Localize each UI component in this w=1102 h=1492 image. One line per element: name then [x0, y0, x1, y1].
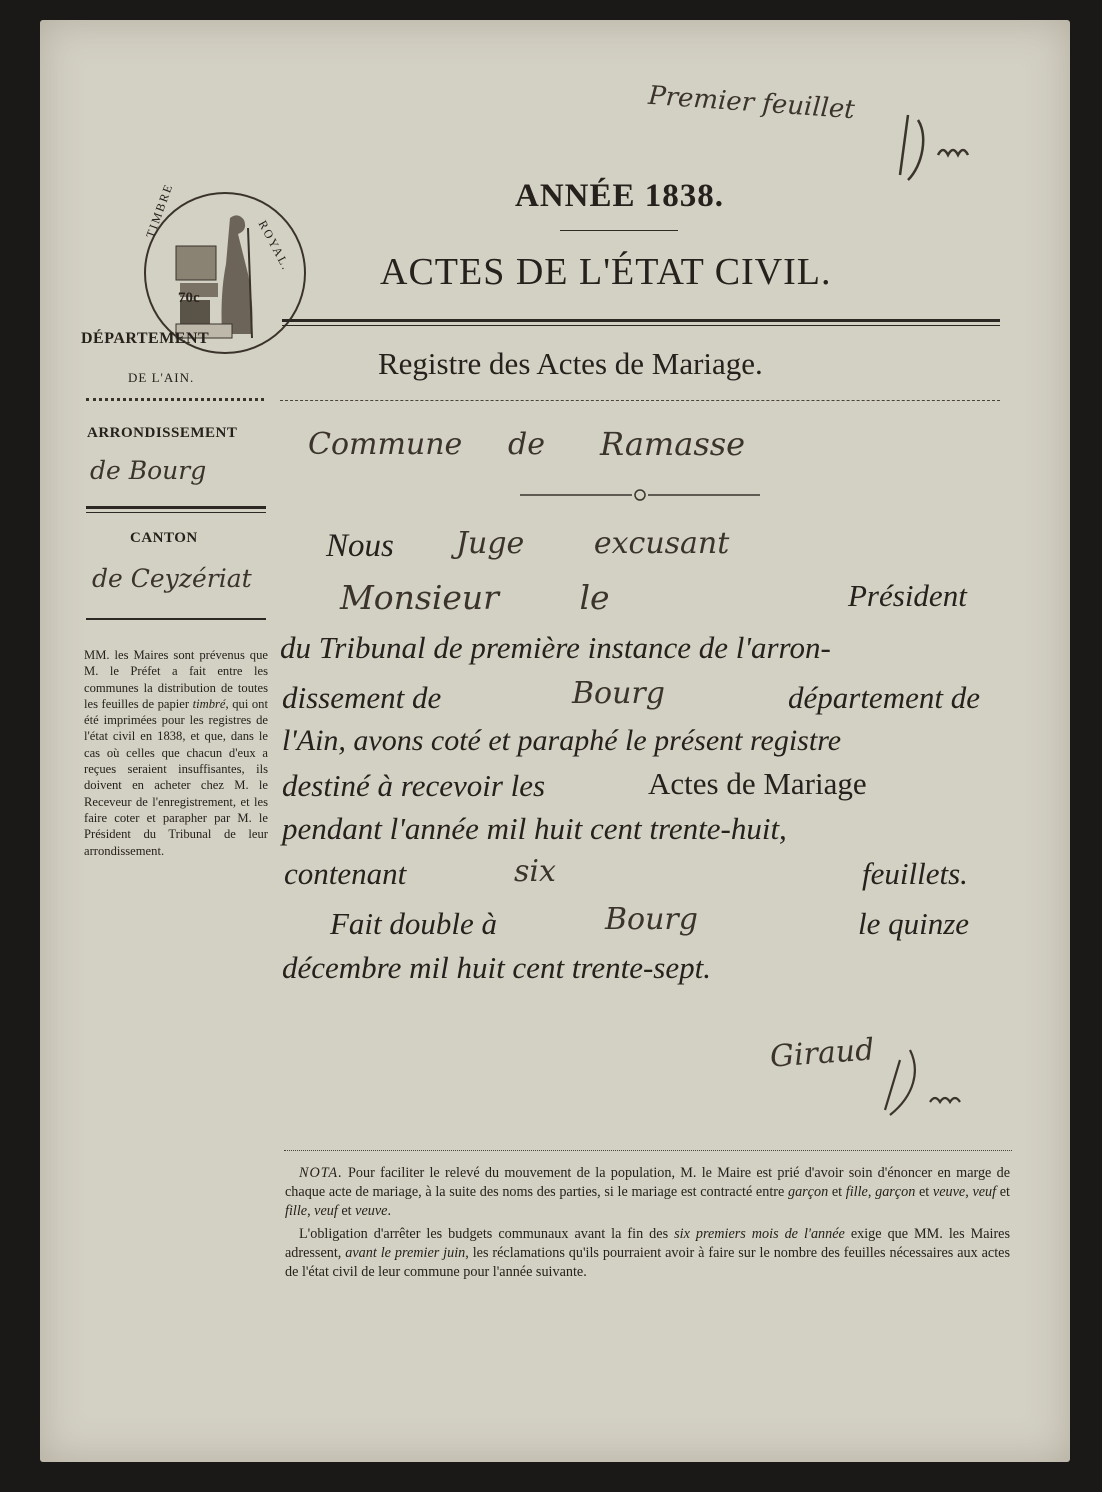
department-value: DE L'AIN.	[128, 370, 195, 385]
body-line10: décembre mil huit cent trente-sept.	[282, 950, 711, 985]
body-line8b: feuillets.	[862, 856, 968, 891]
hand-judge: Juge excusant	[456, 526, 730, 561]
sidebar-rule	[86, 618, 266, 620]
body-line3: du Tribunal de première instance de l'arron-	[280, 630, 831, 665]
main-title: ACTES DE L'ÉTAT CIVIL.	[380, 251, 832, 293]
commune-name: Ramasse	[600, 425, 746, 463]
body-line4a: dissement de	[282, 680, 442, 715]
stamp-price: 70c	[178, 290, 200, 306]
department-label: DÉPARTEMENT	[81, 330, 210, 347]
sidebar-notice: MM. les Maires sont prévenus que M. le Préfet a fait entre les communes la distribution de toutes les feuilles de papier timbré, qui ont été imprimées pour les registres de l'état civil en 1838, et que, dans le cas où celles que chacun d'eux a reçues seraient insuffisantes, ils doivent en acheter chez M. le Receveur de l'enregistrement, et les faire coter et parapher par M. le Président du Tribunal de leur arrondissement.	[84, 648, 268, 858]
sidebar-wave-divider	[86, 398, 264, 407]
nota-top-rule	[284, 1150, 1012, 1151]
dashed-rule	[280, 400, 1000, 401]
stamp-left-text: TIMBRE	[143, 181, 176, 240]
arrondissement-handwritten: de Bourg	[90, 456, 207, 485]
body-line9b: le quinze	[858, 906, 970, 941]
body-line4b: département de	[788, 680, 980, 715]
body-line8a: contenant	[284, 856, 407, 891]
body-line9a: Fait double à	[330, 906, 498, 941]
body-nous: Nous	[326, 528, 394, 564]
title-ornament-rule	[560, 230, 678, 231]
arrondissement-label: ARRONDISSEMENT	[87, 425, 238, 441]
signature-paraph	[870, 1040, 980, 1120]
register-title: Registre des Actes de Mariage.	[378, 346, 763, 381]
ornamental-divider	[520, 488, 760, 502]
body-line6a: destiné à recevoir les	[282, 768, 546, 803]
body-line5: l'Ain, avons coté et paraphé le présent registre	[282, 724, 842, 757]
commune-label: Commune	[308, 427, 463, 462]
nota-paragraph-1: NOTA. Pour faciliter le relevé du mouvement de la population, M. le Maire est prié d'avoir soin d'énoncer en marge de chaque acte de mariage, à la suite des noms des parties, si le mariage est contracté entre garçon et fille, garçon et veuve, veuf et fille, veuf et veuve.	[285, 1165, 1011, 1219]
stamp-right-text: ROYAL.	[255, 218, 294, 274]
paraph-mark-top	[878, 95, 988, 190]
hand-bourg-2: Bourg	[605, 902, 698, 937]
body-line7: pendant l'année mil huit cent trente-huit,	[282, 811, 787, 846]
sidebar-double-rule	[86, 506, 266, 509]
hand-bourg-1: Bourg	[572, 676, 665, 711]
hand-monsieur: Monsieur le	[340, 578, 610, 617]
sidebar-double-rule-thin	[86, 512, 266, 513]
canton-handwritten: de Ceyzériat	[92, 564, 252, 593]
handwritten-folio-note: Premier feuillet	[647, 80, 856, 126]
canton-label: CANTON	[130, 530, 198, 546]
double-rule-top-thin	[282, 325, 1000, 326]
body-line6b: Actes de Mariage	[648, 766, 867, 801]
nota-label: NOTA.	[299, 1165, 343, 1181]
signature-name: Giraud	[768, 1032, 876, 1075]
nota-section	[285, 1164, 1010, 1286]
hand-six: six	[514, 854, 556, 889]
nota-paragraph-2: L'obligation d'arrêter les budgets communaux avant la fin des six premiers mois de l'année exige que MM. les Maires adressent, avant le premier juin, les réclamations qu'ils pourraient avoir à faire sur le nombre des feuilles nécessaires aux actes de l'état civil de leur commune pour l'année suivante.	[285, 1226, 1010, 1280]
double-rule-top	[282, 319, 1000, 322]
body-president: Président	[848, 578, 967, 613]
year-title: ANNÉE 1838.	[515, 178, 725, 214]
commune-preposition: de	[508, 427, 545, 462]
